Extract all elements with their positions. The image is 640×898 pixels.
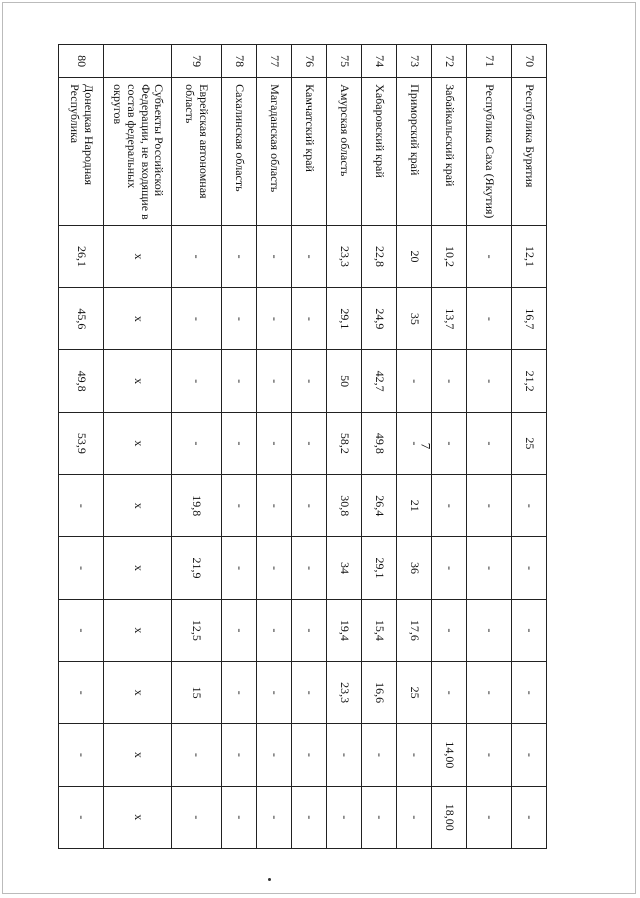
row-number-cell: 77	[256, 45, 291, 78]
value-cell: 29,1	[326, 288, 361, 350]
table-row	[431, 45, 466, 849]
value-cell: 25	[396, 661, 431, 723]
value-cell: -	[172, 350, 221, 412]
value-cell: 45,6	[59, 288, 104, 350]
value-cell: -	[431, 350, 466, 412]
value-cell: -	[172, 724, 221, 786]
table-row	[59, 45, 104, 849]
region-name-cell: Забайкальский край	[431, 78, 466, 226]
value-cell: -	[512, 599, 547, 661]
value-cell: x	[104, 786, 172, 848]
value-cell: -	[221, 350, 256, 412]
value-cell: -	[291, 350, 326, 412]
value-cell: -	[512, 537, 547, 599]
value-cell: -	[172, 412, 221, 474]
value-cell: -	[59, 537, 104, 599]
value-cell: -	[466, 537, 511, 599]
value-cell: -	[291, 661, 326, 723]
value-cell: -	[221, 412, 256, 474]
table-row	[361, 45, 396, 849]
table-row	[256, 45, 291, 849]
value-cell: 16,6	[361, 661, 396, 723]
value-cell: -	[431, 412, 466, 474]
value-cell: x	[104, 537, 172, 599]
value-cell: 12,1	[512, 225, 547, 287]
row-number-cell: 74	[361, 45, 396, 78]
value-cell: -	[466, 350, 511, 412]
row-number-cell: 72	[431, 45, 466, 78]
rotated-table-container	[58, 44, 547, 849]
value-cell: 21,9	[172, 537, 221, 599]
value-cell: 26,1	[59, 225, 104, 287]
value-cell: 29,1	[361, 537, 396, 599]
region-name-cell: Донецкая Народная Республика	[59, 78, 104, 226]
value-cell: 19,4	[326, 599, 361, 661]
value-cell: 23,3	[326, 225, 361, 287]
value-cell: -	[221, 475, 256, 537]
value-cell: -	[396, 786, 431, 848]
row-number-cell: 70	[512, 45, 547, 78]
value-cell: -	[59, 724, 104, 786]
value-cell: -	[431, 661, 466, 723]
value-cell: -	[361, 724, 396, 786]
value-cell: x	[104, 288, 172, 350]
value-cell: 15,4	[361, 599, 396, 661]
table-row	[291, 45, 326, 849]
value-cell: 15	[172, 661, 221, 723]
value-cell: 30,8	[326, 475, 361, 537]
value-cell: -	[466, 786, 511, 848]
value-cell: -	[59, 599, 104, 661]
value-cell: -	[396, 350, 431, 412]
value-cell: -	[466, 724, 511, 786]
value-cell: -	[172, 225, 221, 287]
value-cell: -	[256, 537, 291, 599]
value-cell: 16,7	[512, 288, 547, 350]
value-cell: -	[59, 475, 104, 537]
value-cell: -	[361, 786, 396, 848]
scan-dot	[268, 878, 271, 881]
value-cell: x	[104, 475, 172, 537]
value-cell: 22,8	[361, 225, 396, 287]
value-cell: -	[396, 412, 431, 474]
row-number-cell: 71	[466, 45, 511, 78]
value-cell: -	[256, 475, 291, 537]
value-cell: -	[466, 225, 511, 287]
value-cell: 18,00	[431, 786, 466, 848]
value-cell: -	[172, 288, 221, 350]
value-cell: 49,8	[59, 350, 104, 412]
value-cell: -	[221, 599, 256, 661]
value-cell: -	[466, 475, 511, 537]
value-cell: x	[104, 724, 172, 786]
row-number-cell: 75	[326, 45, 361, 78]
value-cell: 24,9	[361, 288, 396, 350]
value-cell: -	[221, 724, 256, 786]
value-cell: -	[291, 225, 326, 287]
value-cell: -	[291, 475, 326, 537]
region-name-cell: Субъекты Российской Федерации, не входящие в состав федеральных округов	[104, 78, 172, 226]
value-cell: 17,6	[396, 599, 431, 661]
value-cell: -	[291, 537, 326, 599]
row-number-cell: 78	[221, 45, 256, 78]
value-cell: -	[256, 661, 291, 723]
table-row	[396, 45, 431, 849]
value-cell: -	[291, 724, 326, 786]
value-cell: -	[326, 724, 361, 786]
value-cell: 12,5	[172, 599, 221, 661]
value-cell: -	[256, 288, 291, 350]
value-cell: 58,2	[326, 412, 361, 474]
region-name-cell: Республика Саха (Якутия)	[466, 78, 511, 226]
value-cell: 14,00	[431, 724, 466, 786]
value-cell: 49,8	[361, 412, 396, 474]
value-cell: x	[104, 661, 172, 723]
value-cell: -	[326, 786, 361, 848]
table-row	[172, 45, 221, 849]
value-cell: 42,7	[361, 350, 396, 412]
value-cell: 10,2	[431, 225, 466, 287]
region-name-cell: Еврейская автономная область	[172, 78, 221, 226]
value-cell: -	[512, 661, 547, 723]
value-cell: -	[512, 475, 547, 537]
value-cell: -	[59, 661, 104, 723]
value-cell: -	[396, 724, 431, 786]
value-cell: 53,9	[59, 412, 104, 474]
region-name-cell: Сахалинская область	[221, 78, 256, 226]
value-cell: -	[256, 412, 291, 474]
value-cell: -	[256, 599, 291, 661]
value-cell: -	[291, 599, 326, 661]
landscape-table-frame	[58, 44, 547, 849]
value-cell: -	[256, 786, 291, 848]
table-row	[221, 45, 256, 849]
row-number-cell: 80	[59, 45, 104, 78]
value-cell: -	[221, 661, 256, 723]
value-cell: 35	[396, 288, 431, 350]
table-row	[326, 45, 361, 849]
value-cell: -	[172, 786, 221, 848]
value-cell: x	[104, 599, 172, 661]
value-cell: 34	[326, 537, 361, 599]
region-name-cell: Амурская область	[326, 78, 361, 226]
value-cell: x	[104, 412, 172, 474]
region-name-cell: Хабаровский край	[361, 78, 396, 226]
value-cell: 21,2	[512, 350, 547, 412]
value-cell: x	[104, 225, 172, 287]
value-cell: -	[291, 288, 326, 350]
value-cell: -	[431, 599, 466, 661]
value-cell: -	[256, 225, 291, 287]
value-cell: 36	[396, 537, 431, 599]
value-cell: -	[221, 537, 256, 599]
value-cell: 26,4	[361, 475, 396, 537]
region-name-cell: Камчатский край	[291, 78, 326, 226]
page-number: 7	[418, 442, 434, 450]
data-table	[58, 44, 547, 849]
value-cell: -	[221, 288, 256, 350]
value-cell: 50	[326, 350, 361, 412]
value-cell: 25	[512, 412, 547, 474]
value-cell: 13,7	[431, 288, 466, 350]
value-cell: 21	[396, 475, 431, 537]
value-cell: -	[431, 537, 466, 599]
table-body	[59, 45, 547, 849]
value-cell: -	[256, 350, 291, 412]
value-cell: -	[512, 786, 547, 848]
value-cell: -	[221, 225, 256, 287]
value-cell: -	[59, 786, 104, 848]
row-number-cell: 76	[291, 45, 326, 78]
row-number-cell: 73	[396, 45, 431, 78]
value-cell: -	[466, 599, 511, 661]
value-cell: x	[104, 350, 172, 412]
table-row	[512, 45, 547, 849]
value-cell: -	[291, 412, 326, 474]
table-row	[104, 45, 172, 849]
value-cell: -	[221, 786, 256, 848]
table-row	[466, 45, 511, 849]
value-cell: -	[466, 288, 511, 350]
region-name-cell: Магаданская область	[256, 78, 291, 226]
value-cell: -	[256, 724, 291, 786]
row-number-cell	[104, 45, 172, 78]
value-cell: 19,8	[172, 475, 221, 537]
region-name-cell: Республика Бурятия	[512, 78, 547, 226]
value-cell: 23,3	[326, 661, 361, 723]
value-cell: -	[431, 475, 466, 537]
value-cell: -	[512, 724, 547, 786]
value-cell: -	[291, 786, 326, 848]
region-name-cell: Приморский край	[396, 78, 431, 226]
row-number-cell: 79	[172, 45, 221, 78]
value-cell: 20	[396, 225, 431, 287]
value-cell: -	[466, 412, 511, 474]
value-cell: -	[466, 661, 511, 723]
